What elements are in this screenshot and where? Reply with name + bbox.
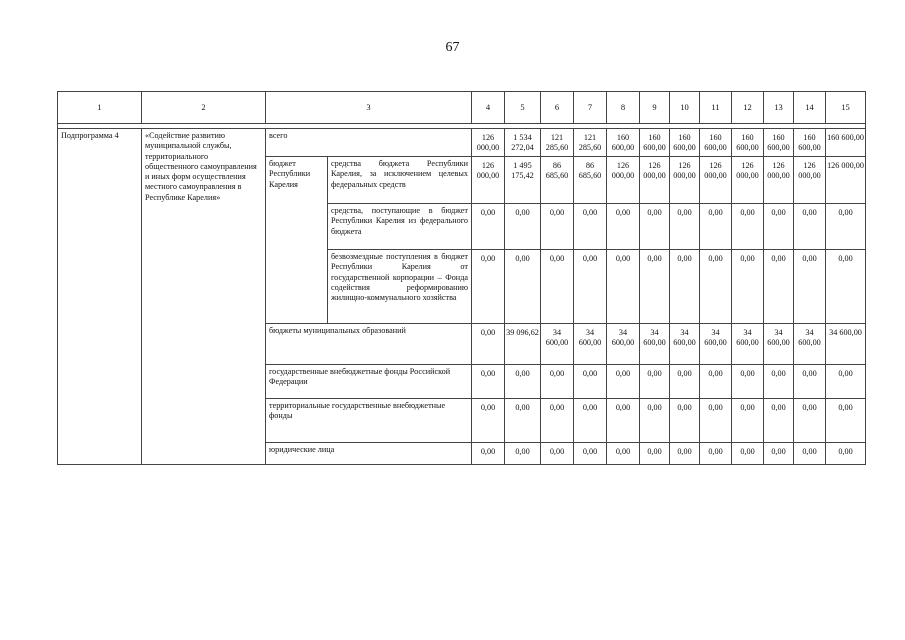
col-header: 4 (472, 92, 505, 124)
col-header: 2 (142, 92, 266, 124)
value-cell: 0,00 (826, 250, 866, 324)
value-cell: 0,00 (826, 204, 866, 250)
value-cell: 0,00 (732, 399, 764, 443)
value-cell: 0,00 (826, 443, 866, 465)
value-cell: 34 600,00 (541, 324, 574, 365)
value-cell: 0,00 (826, 365, 866, 399)
value-cell: 0,00 (640, 365, 670, 399)
value-cell: 34 600,00 (700, 324, 732, 365)
value-cell: 126 000,00 (700, 157, 732, 204)
value-cell: 0,00 (640, 443, 670, 465)
value-cell: 0,00 (732, 250, 764, 324)
value-cell: 126 000,00 (640, 157, 670, 204)
value-cell: 0,00 (607, 443, 640, 465)
value-cell: 0,00 (505, 204, 541, 250)
value-cell: 34 600,00 (670, 324, 700, 365)
table-row (58, 129, 866, 157)
col-header: 12 (732, 92, 764, 124)
value-cell: 34 600,00 (794, 324, 826, 365)
col-header: 14 (794, 92, 826, 124)
col-header: 10 (670, 92, 700, 124)
value-cell: 0,00 (794, 250, 826, 324)
col-header: 6 (541, 92, 574, 124)
value-cell: 126 000,00 (472, 157, 505, 204)
value-cell: 0,00 (794, 443, 826, 465)
program-name: «Содействие развитию муниципальной службы, территориального общественного самоуправления и иных форм осуществления местного самоуправления в Республике Карелия» (142, 129, 266, 465)
value-cell: 34 600,00 (607, 324, 640, 365)
value-cell: 126 000,00 (764, 157, 794, 204)
value-cell: 0,00 (607, 204, 640, 250)
value-cell: 34 600,00 (574, 324, 607, 365)
value-cell: 0,00 (607, 399, 640, 443)
value-cell: 34 600,00 (826, 324, 866, 365)
row-label: юридические лица (266, 443, 472, 465)
value-cell: 0,00 (670, 365, 700, 399)
value-cell: 0,00 (764, 250, 794, 324)
value-cell: 0,00 (764, 204, 794, 250)
value-cell: 1 534 272,04 (505, 129, 541, 157)
value-cell: 0,00 (700, 443, 732, 465)
value-cell: 0,00 (505, 399, 541, 443)
value-cell: 0,00 (472, 250, 505, 324)
value-cell: 126 000,00 (826, 157, 866, 204)
page-number: 67 (445, 40, 460, 55)
value-cell: 0,00 (700, 204, 732, 250)
value-cell: 160 600,00 (670, 129, 700, 157)
value-cell: 0,00 (794, 204, 826, 250)
row-label: государственные внебюджетные фонды Российской Федерации (266, 365, 472, 399)
value-cell: 0,00 (700, 250, 732, 324)
value-cell: 126 000,00 (472, 129, 505, 157)
value-cell: 0,00 (700, 365, 732, 399)
row-label: бюджеты муниципальных образований (266, 324, 472, 365)
value-cell: 0,00 (732, 365, 764, 399)
value-cell: 0,00 (574, 250, 607, 324)
col-header: 1 (58, 92, 142, 124)
value-cell: 86 685,60 (541, 157, 574, 204)
value-cell: 126 000,00 (794, 157, 826, 204)
value-cell: 160 600,00 (826, 129, 866, 157)
value-cell: 39 096,62 (505, 324, 541, 365)
value-cell: 0,00 (472, 204, 505, 250)
value-cell: 0,00 (574, 399, 607, 443)
value-cell: 34 600,00 (732, 324, 764, 365)
value-cell: 86 685,60 (574, 157, 607, 204)
value-cell: 160 600,00 (794, 129, 826, 157)
value-cell: 0,00 (700, 399, 732, 443)
value-cell: 121 285,60 (541, 129, 574, 157)
value-cell: 0,00 (541, 250, 574, 324)
row-label: безвозмездные поступления в бюджет Республики Карелия от государственной корпорации – Фонда содействия реформированию жилищно-коммунального хозяйства (328, 250, 472, 324)
value-cell: 0,00 (505, 443, 541, 465)
col-header: 15 (826, 92, 866, 124)
value-cell: 0,00 (826, 399, 866, 443)
value-cell: 0,00 (670, 443, 700, 465)
value-cell: 0,00 (640, 250, 670, 324)
value-cell: 0,00 (670, 399, 700, 443)
value-cell: 1 495 175,42 (505, 157, 541, 204)
col-header: 3 (266, 92, 472, 124)
value-cell: 0,00 (541, 399, 574, 443)
value-cell: 0,00 (472, 399, 505, 443)
value-cell: 126 000,00 (670, 157, 700, 204)
value-cell: 0,00 (732, 204, 764, 250)
col-header: 13 (764, 92, 794, 124)
header-row (58, 92, 866, 124)
row-label: средства, поступающие в бюджет Республики Карелия из федерального бюджета (328, 204, 472, 250)
value-cell: 126 000,00 (607, 157, 640, 204)
value-cell: 0,00 (574, 443, 607, 465)
program-code: Подпрограмма 4 (58, 129, 142, 465)
value-cell: 0,00 (472, 443, 505, 465)
value-cell: 0,00 (670, 250, 700, 324)
col-header: 11 (700, 92, 732, 124)
value-cell: 160 600,00 (640, 129, 670, 157)
value-cell: 0,00 (670, 204, 700, 250)
value-cell: 0,00 (794, 399, 826, 443)
value-cell: 0,00 (764, 443, 794, 465)
value-cell: 160 600,00 (764, 129, 794, 157)
value-cell: 160 600,00 (700, 129, 732, 157)
row-label: средства бюджета Республики Карелия, за исключением целевых федеральных средств (328, 157, 472, 204)
value-cell: 160 600,00 (607, 129, 640, 157)
value-cell: 0,00 (472, 365, 505, 399)
value-cell: 0,00 (472, 324, 505, 365)
row-label: территориальные государственные внебюджетные фонды (266, 399, 472, 443)
group-label: бюджет Республики Карелия (266, 157, 328, 324)
value-cell: 0,00 (764, 365, 794, 399)
value-cell: 160 600,00 (732, 129, 764, 157)
col-header: 5 (505, 92, 541, 124)
col-header: 7 (574, 92, 607, 124)
value-cell: 121 285,60 (574, 129, 607, 157)
value-cell: 126 000,00 (732, 157, 764, 204)
value-cell: 0,00 (541, 204, 574, 250)
value-cell: 0,00 (505, 365, 541, 399)
col-header: 8 (607, 92, 640, 124)
col-header: 9 (640, 92, 670, 124)
value-cell: 0,00 (505, 250, 541, 324)
value-cell: 0,00 (732, 443, 764, 465)
funding-table (57, 91, 866, 465)
row-label: всего (266, 129, 472, 157)
value-cell: 34 600,00 (640, 324, 670, 365)
value-cell: 0,00 (607, 365, 640, 399)
value-cell: 34 600,00 (764, 324, 794, 365)
value-cell: 0,00 (764, 399, 794, 443)
value-cell: 0,00 (574, 204, 607, 250)
value-cell: 0,00 (794, 365, 826, 399)
value-cell: 0,00 (640, 204, 670, 250)
value-cell: 0,00 (541, 365, 574, 399)
value-cell: 0,00 (607, 250, 640, 324)
value-cell: 0,00 (640, 399, 670, 443)
value-cell: 0,00 (541, 443, 574, 465)
value-cell: 0,00 (574, 365, 607, 399)
